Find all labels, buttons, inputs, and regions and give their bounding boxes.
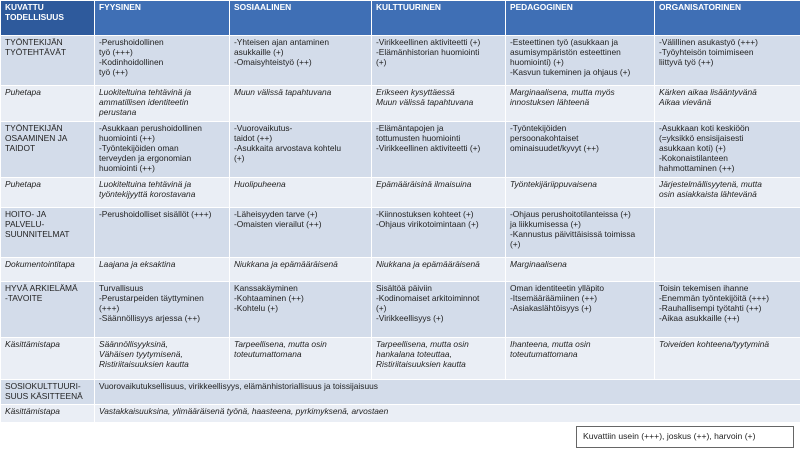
cell-container (1, 86, 95, 122)
table-row (1, 36, 800, 86)
cell-container (372, 122, 506, 178)
table-cell: Luokiteltuina tehtävinä ja työntekijyyttä korostavana (99, 179, 196, 199)
table-cell: -Läheisyyden tarve (+) -Omaisten vierailut (++) (234, 209, 322, 229)
table-header-row (1, 1, 800, 36)
table-row (1, 338, 800, 380)
row-label: Käsittämistapa (5, 405, 60, 416)
row-label: Dokumentointitapa (5, 259, 75, 269)
cell-container (506, 36, 655, 86)
cell-container (506, 208, 655, 258)
table-cell: -Elämäntapojen ja tottumusten huomiointi -Virikkeellinen aktiviteetti (+) (376, 123, 481, 153)
table-cell: -Esteettinen työ (asukkaan ja asumisympäristön esteettinen huomiointi) (+) -Kasvun tukeminen ja ohjaus (+) (510, 37, 631, 77)
cell-container (506, 282, 655, 338)
table-cell: Muun välissä tapahtuvana (234, 87, 332, 97)
cell-container (95, 178, 230, 208)
table-cell: -Kiinnostuksen kohteet (+) -Ohjaus virikotoimintaan (+) (376, 209, 479, 229)
cell-container (1, 208, 95, 258)
cell-container (1, 380, 95, 405)
cell-container (230, 258, 372, 282)
table-cell: Kärken aikaa lisääntyvänä Aikaa vievänä (659, 87, 757, 107)
cell-container (230, 208, 372, 258)
table-cell: Ihanteena, mutta osin toteutumattomana (510, 339, 591, 359)
column-header: KULTTUURINEN (372, 1, 506, 36)
row-label: HYVÄ ARKIELÄMÄ -TAVOITE (5, 283, 78, 303)
cell-container (230, 86, 372, 122)
legend-box: Kuvattiin usein (+++), joskus (++), harvoin (+) (576, 426, 794, 448)
cell-container (655, 178, 800, 208)
table-row (1, 380, 800, 405)
table-row (1, 404, 800, 422)
row-label: TYÖNTEKIJÄN OSAAMINEN JA TAIDOT (5, 123, 68, 153)
cell-container (1, 404, 95, 422)
table-cell: -Välillinen asukastyö (+++) -Työyhteisön toimimiseen liittyvä työ (++) (659, 37, 758, 67)
table-cell: Oman identiteetin ylläpito -Itsemääräämiinen (++) -Asiakaslähtöisyys (+) (510, 283, 605, 313)
column-header: SOSIAALINEN (230, 1, 372, 36)
cell-container (95, 338, 230, 380)
cell-container (95, 122, 230, 178)
cell-container (230, 122, 372, 178)
row-label: Puhetapa (5, 179, 41, 189)
table-cell: -Asukkaan perushoidollinen huomiointi (++) -Työntekijöiden oman terveyden ja ergonomian huomiointi (++) (99, 123, 202, 173)
cell-container (655, 258, 800, 282)
table-cell: Tarpeellisena, mutta osin toteutumattomana (234, 339, 327, 359)
table-cell: Toiveiden kohteena/tyytyminä (659, 339, 770, 349)
cell-container (1, 282, 95, 338)
table-cell: -Yhteisen ajan antaminen asukkaille (+) -Omaisyhteistyö (++) (234, 37, 329, 67)
table-cell: Marginaalisena, mutta myös innostuksen lähteenä (510, 87, 615, 107)
table-cell: Turvallisuus -Perustarpeiden täyttyminen (+++) -Säännöllisyys arjessa (++) (99, 283, 204, 323)
table-cell: Vuorovaikutuksellisuus, virikkeellisyys, elämänhistoriallisuus ja toissijaisuus (99, 381, 378, 391)
cell-container (655, 282, 800, 338)
table-cell: Toisin tekemisen ihanne -Enemmän työntekijöitä (+++) -Rauhallisempi työtahti (++) -Aikaa asukkaille (++) (659, 283, 770, 323)
cell-container (95, 258, 230, 282)
cell-container (506, 86, 655, 122)
cell-container (506, 338, 655, 380)
row-label: TYÖNTEKIJÄN TYÖTEHTÄVÄT (5, 37, 66, 57)
table-row (1, 282, 800, 338)
table-cell: -Virikkeellinen aktiviteetti (+) -Elämänhistorian huomiointi (+) (376, 37, 481, 67)
cell-container (655, 86, 800, 122)
cell-container (372, 178, 506, 208)
row-label: HOITO- JA PALVELU- SUUNNITELMAT (5, 209, 70, 239)
table-cell: Vastakkaisuuksina, ylimääräisenä työnä, haasteena, pyrkimyksenä, arvostaen (99, 405, 389, 416)
table-row (1, 208, 800, 258)
table-cell: Laajana ja eksaktina (99, 259, 176, 269)
row-label: SOSIOKULTTUURI- SUUS KÄSITTEENÄ (5, 381, 83, 401)
column-header: FYYSINEN (95, 1, 230, 36)
cell-container (506, 258, 655, 282)
cell-container (1, 258, 95, 282)
cell-container (95, 404, 800, 422)
table-cell: Erikseen kysyttäessä Muun välissä tapahtuvana (376, 87, 474, 107)
cell-container (372, 338, 506, 380)
cell-container (230, 178, 372, 208)
cell-container (95, 208, 230, 258)
column-header: PEDAGOGINEN (506, 1, 655, 36)
table-cell: -Asukkaan koti keskiöön (=yksikkö ensisijaisesti asukkaan koti) (+) -Kokonaistilanteen hahmottaminen (++) (659, 123, 750, 173)
table-row (1, 122, 800, 178)
table-cell: -Perushoidolliset sisällöt (+++) (99, 209, 212, 219)
cell-container (95, 282, 230, 338)
cell-container (95, 380, 800, 405)
cell-container (372, 86, 506, 122)
cell-container (655, 122, 800, 178)
cell-container (506, 122, 655, 178)
row-label: Käsittämistapa (5, 339, 60, 349)
cell-container (506, 178, 655, 208)
cell-container (1, 178, 95, 208)
column-header: KUVATTU TODELLISUUS (1, 1, 95, 36)
table-cell: Kanssakäyminen -Kohtaaminen (++) -Kohtelu (+) (234, 283, 304, 313)
table-row (1, 178, 800, 208)
table-cell: Luokiteltuina tehtävinä ja ammatillisen identiteetin perustana (99, 87, 192, 117)
cell-container (95, 86, 230, 122)
table-cell: Työntekijäriippuvaisena (510, 179, 597, 189)
table-cell: Marginaalisena (510, 259, 567, 269)
table-row (1, 258, 800, 282)
cell-container (95, 36, 230, 86)
table-cell: Epämääräisinä ilmaisuina (376, 179, 472, 189)
table-cell: -Työntekijöiden persoonakohtaiset ominaisuudet/kyvyt (++) (510, 123, 599, 153)
cell-container (230, 338, 372, 380)
table-row (1, 86, 800, 122)
cell-container (655, 208, 800, 258)
table-cell: -Ohjaus perushoitotilanteissa (+) ja liikkumisessa (+) -Kannustus päivittäisissä toimissa (+) (510, 209, 636, 249)
row-label: Puhetapa (5, 87, 41, 97)
cell-container (372, 36, 506, 86)
cell-container (372, 258, 506, 282)
cell-container (655, 338, 800, 380)
table-cell: Huolipuheena (234, 179, 286, 189)
cell-container (655, 36, 800, 86)
table-cell: Tarpeellisena, mutta osin hankalana toteuttaa, Ristiriitaisuuksien kautta (376, 339, 469, 369)
cell-container (230, 282, 372, 338)
cell-container (1, 36, 95, 86)
column-header: ORGANISATORINEN (655, 1, 800, 36)
table-cell: Järjestelmällisyytenä, mutta osin asiakkaista lähtevänä (659, 179, 762, 199)
table-cell: Niukkana ja epämääräisenä (234, 259, 338, 269)
table-cell: Niukkana ja epämääräisenä (376, 259, 480, 269)
cell-container (372, 208, 506, 258)
cell-container (1, 122, 95, 178)
table-cell: Säännöllisyyksinä, Vähäisen tyytymisenä, Ristiriitaisuuksien kautta (99, 339, 189, 369)
cell-container (372, 282, 506, 338)
table-cell: Sisältöä päiviin -Kodinomaiset arkitoiminnot (+) -Virikkeellisyys (+) (376, 283, 480, 323)
cell-container (1, 338, 95, 380)
table-cell: -Vuorovaikutus- taidot (++) -Asukkaita arvostava kohtelu (+) (234, 123, 342, 163)
cell-container (230, 36, 372, 86)
table-cell: -Perushoidollinen työ (+++) -Kodinhoidollinen työ (++) (99, 37, 164, 77)
